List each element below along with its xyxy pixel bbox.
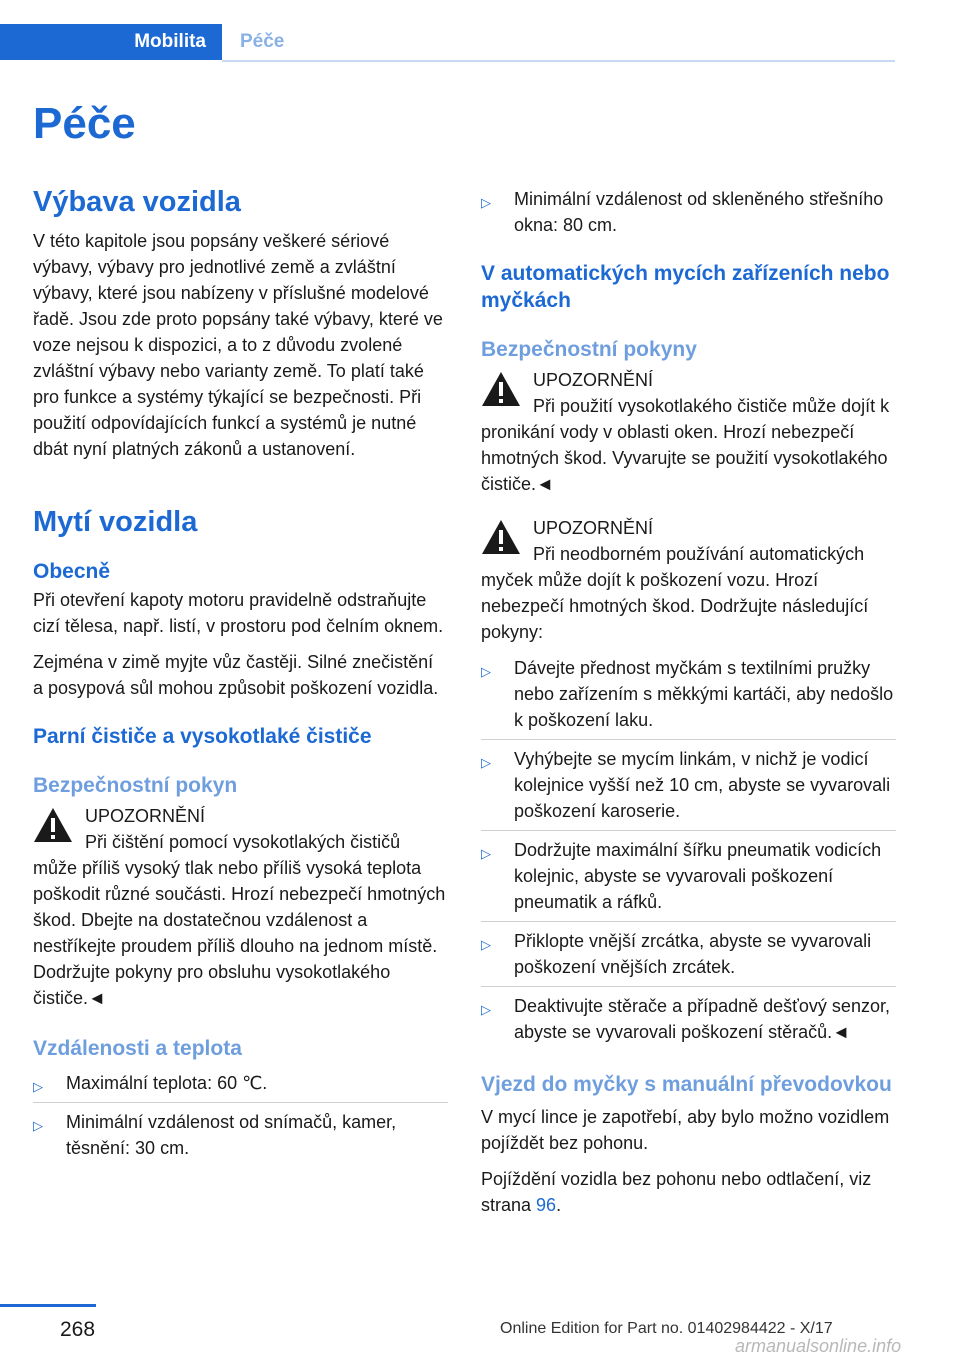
paragraph-vjezd-2: Pojíždění vozidla bez pohonu nebo odtlačení, viz strana 96. (481, 1169, 872, 1215)
triangle-bullet-icon: ▷ (33, 1079, 43, 1094)
edition-text: Online Edition for Part no. 01402984422 - X/17 (500, 1320, 833, 1337)
tab-pece[interactable]: Péče (222, 24, 895, 60)
triangle-bullet-icon: ▷ (481, 195, 491, 210)
list-item: ▷ Minimální vzdálenost od snímačů, kamer, těsnění: 30 cm. (33, 1112, 397, 1158)
warning-text: Při neodborném používání automatických myček může dojít k poškození vozu. Hrozí nebezpečí hmotných škod. Dodržujte následující pokyny: (481, 544, 869, 642)
list-item: ▷ Minimální vzdálenost od skleněného střešního okna: 80 cm. (481, 189, 884, 235)
list-item: ▷ Přiklopte vnější zrcátka, abyste se vyvarovali poškození vnějších zrcátek. (481, 928, 896, 987)
list-item: ▷ Dávejte přednost myčkám s textilními pružky nebo zařízením s měkkými kartáči, aby nedošlo k poškození laku. (481, 655, 896, 740)
warning-icon (481, 371, 521, 407)
paragraph-obecne-1: Při otevření kapoty motoru pravidelně odstraňujte cizí tělesa, např. listí, v prostoru pod čelním oknem. (33, 590, 444, 636)
heading-bezpecnostni-pokyn: Bezpečnostní pokyn (33, 774, 238, 797)
heading-myti: Mytí vozidla (33, 506, 198, 538)
page-link[interactable]: 96 (536, 1195, 557, 1215)
list-item: ▷ Deaktivujte stěrače a případně dešťový senzor, abyste se vyvarovali poškození stěračů.◄ (481, 996, 890, 1042)
triangle-bullet-icon: ▷ (33, 1118, 43, 1133)
triangle-bullet-icon: ▷ (481, 846, 491, 861)
heading-bezpecnostni-pokyny: Bezpečnostní pokyny (481, 338, 697, 361)
page-number: 268 (60, 1318, 96, 1341)
warning-title: UPOZORNĚNÍ (533, 370, 654, 390)
list-item: ▷ Vyhýbejte se mycím linkám, v nichž je vodicí kolejnice vyšší než 10 cm, abyste se vyvarovali poškození karoserie. (481, 746, 896, 831)
triangle-bullet-icon: ▷ (481, 755, 491, 770)
triangle-bullet-icon: ▷ (481, 937, 491, 952)
list-vzdalenosti (33, 1070, 448, 1161)
triangle-bullet-icon: ▷ (481, 1002, 491, 1017)
warning-block (33, 803, 448, 1011)
paragraph-obecne-2: Zejména v zimě myjte vůz častěji. Silné znečistění a posypová sůl mohou způsobit poškození vozidla. (33, 652, 439, 698)
warning-title: UPOZORNĚNÍ (85, 806, 206, 826)
warning-text: Při čištění pomocí vysokotlakých čističů může příliš vysoký tlak nebo příliš vysoká teplota poškodit různé součásti. Hrozí nebezpečí hmotných škod. Dbejte na dostatečnou vzdálenost a nestříkejte proudem příliš dlouho na jednom místě. Dodržujte pokyny pro obsluhu vysokotlakého čističe.◄ (33, 832, 446, 1008)
list-pokyny (481, 655, 896, 1045)
tab-underline (222, 60, 895, 62)
list-item: ▷ Dodržujte maximální šířku pneumatik vodicích kolejnic, abyste se vyvarovali poškození pneumatik a ráfků. (481, 837, 896, 922)
footer-rule (0, 1304, 96, 1307)
right-column (481, 186, 896, 1218)
paragraph-vjezd-1: V mycí lince je zapotřebí, aby bylo možno vozidlem pojíždět bez pohonu. (481, 1107, 890, 1153)
warning-icon (33, 807, 73, 843)
heading-automaticke-myci: V automatických mycích zařízeních nebo myčkách (481, 262, 890, 312)
tab-mobilita[interactable]: Mobilita (0, 24, 222, 60)
warning-block-1 (481, 367, 896, 497)
heading-obecne: Obecně (33, 560, 111, 583)
heading-vjezd: Vjezd do myčky s manuální převodovkou (481, 1073, 892, 1096)
heading-vybava: Výbava vozidla (33, 186, 241, 218)
list-top (481, 186, 896, 238)
heading-parni-cistice: Parní čističe a vysokotlaké čističe (33, 725, 372, 748)
warning-title: UPOZORNĚNÍ (533, 518, 654, 538)
watermark: armanualsonline.info (735, 1336, 902, 1356)
header-tabbar (0, 24, 895, 60)
list-item: ▷ Maximální teplota: 60 ℃. (33, 1070, 448, 1103)
paragraph-vybava: V této kapitole jsou popsány veškeré sériové výbavy, výbavy pro jednotlivé země a zvláštní výbavy, které jsou nabízeny v příslušné modelové řadě. Jsou zde proto popsány také výbavy, které ve voze nejsou k dispozici, a to z důvodu zvolené zvláštní výbavy nebo varianty země. To platí také pro funkce a systémy týkající se bezpečnosti. Při použití odpovídajících funkcí a systémů je nutné dbát nyní platných zákonů a ustanovení. (33, 231, 443, 459)
warning-icon (481, 519, 521, 555)
page-title: Péče (33, 99, 136, 148)
warning-text: Při použití vysokotlakého čističe může dojít k pronikání vody v oblasti oken. Hrozí nebezpečí hmotných škod. Vyvarujte se použití vysokotlakého čističe.◄ (481, 396, 890, 494)
left-column (33, 184, 448, 1161)
heading-vzdalenosti: Vzdálenosti a teplota (33, 1037, 242, 1060)
triangle-bullet-icon: ▷ (481, 664, 491, 679)
warning-block-2 (481, 515, 896, 645)
